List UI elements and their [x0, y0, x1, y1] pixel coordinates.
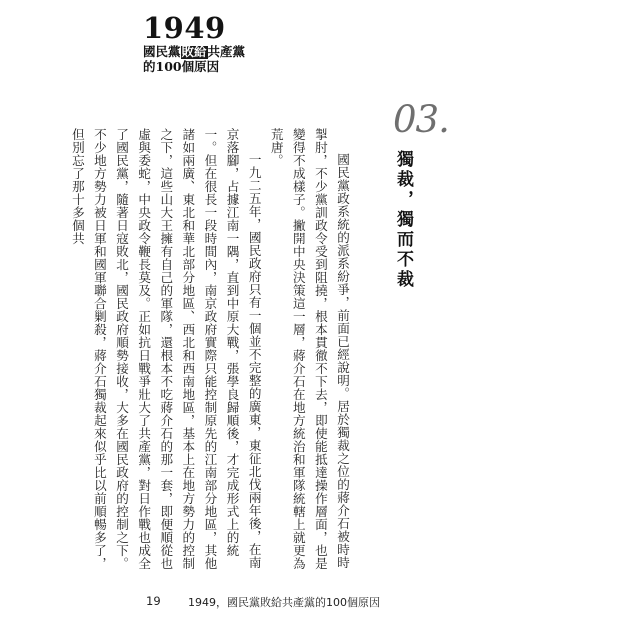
paragraph-2: 一九二五年，國民政府只有一個並不完整的廣東，東征北伐兩年後，在南京落腳，占據江南一隅，直到中原大戰，張學良歸順後，才完成形式上的統一。但在很長一段時間內，南京政府實際只能控制原先的江南部分地區，其他諸如兩廣、東北和華北部分地區、西北和西南地區，基本上在地方勢力的控制之下，這些山大王擁有自己的軍隊，還根本不吃蔣介石的那一套，即便順從也虛與委蛇，中央政令鞭長莫及。正如抗日戰爭壯大了共產黨，對日作戰也成全了國民黨，隨著日寇敗北，國民政府順勢接收，大多在國民政府的控制之下。不少地方勢力被日軍和國軍聯合剿殺，蔣介石獨裁起來似乎比以前順暢多了，但別忘了那十多個共 [69, 128, 262, 570]
page-footer [0, 594, 640, 614]
page-number: 19 [146, 594, 161, 608]
book-title-part2: 共產黨 [207, 44, 246, 59]
paragraph-1: 國民黨政系統的派系紛爭，前面已經說明。居於獨裁之位的蔣介石被時時掣肘，不少黨訓政令受到阻撓，根本貫徹不下去，即使能抵達操作層面，也是變得不成樣子。撇開中央決策這一層，蔣介石在地方統治和軍隊統轄上就更為荒唐。 [268, 128, 350, 570]
book-header [143, 11, 246, 74]
running-title: 1949，國民黨敗給共產黨的100個原因 [188, 596, 380, 609]
chapter-number: 03. [393, 98, 449, 141]
book-title-highlight: 敗給 [181, 44, 207, 59]
book-title-line1 [143, 46, 245, 59]
book-title-part1: 國民黨 [143, 44, 181, 59]
book-title-line2: 的100個原因 [143, 58, 220, 74]
book-year: 1949 [143, 11, 226, 45]
body-text [66, 128, 353, 573]
chapter-title: 獨裁，獨而不裁 [393, 150, 413, 290]
